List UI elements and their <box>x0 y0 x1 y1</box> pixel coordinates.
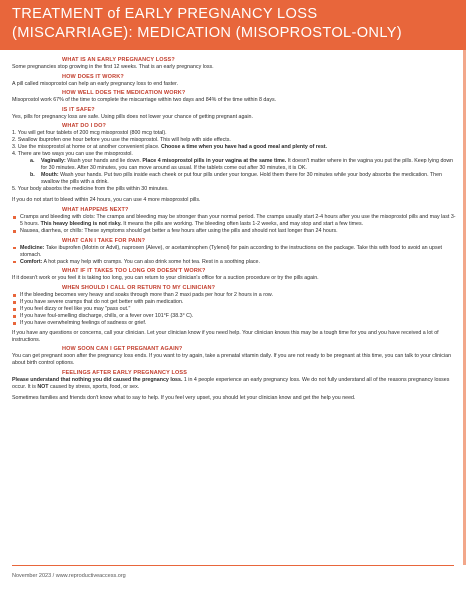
section-text: A pill called misoprostol can help an early pregnancy loss to end faster. <box>12 80 179 87</box>
step-4a-marker: a. <box>30 158 35 165</box>
step-4a-text-2: It doesn't matter where in the vagina you put the pills. Keep lying down for 30 minutes. After 30 minutes, you can move around as usual. If the tablets come out after 30 minutes, it is OK. <box>41 158 454 172</box>
section-text: If it doesn't work or you feel it is taking too long, you can return to your clinician's office for a suction procedure or try the pills again. <box>12 275 319 282</box>
list-item-text: A hot pack may help with cramps. You can also drink some hot tea. Rest in a soothing place. <box>42 258 260 265</box>
section-heading: WHAT DO I DO? <box>62 123 107 130</box>
section-heading: HOW WELL DOES THE MEDICATION WORK? <box>62 90 186 97</box>
section-how-work <box>12 74 456 88</box>
list-item-bold: This heavy bleeding is not risky. <box>40 220 122 227</box>
step-4a-text: Wash your hands and lie down. <box>65 158 143 165</box>
list-item <box>12 259 456 266</box>
section-heading: WHAT HAPPENS NEXT? <box>62 206 129 213</box>
section-text <box>12 377 456 391</box>
list-item-text: Take ibuprofen (Motrin or Advil), naproxen (Aleve), or acetaminophen (Tylenol) for pain according to the instructions on the package. Take this with food to avoid an upset stomach. <box>20 244 443 258</box>
section-text-part: 1 in 4 people experience an early pregnancy loss. We do not fully understand all of the reasons pregnancy losses occur. It is <box>12 376 450 390</box>
section-heading: WHAT IS AN EARLY PREGNANCY LOSS? <box>62 57 175 63</box>
section-call <box>12 285 456 344</box>
section-safe <box>12 107 456 121</box>
step-3 <box>12 144 456 151</box>
list-item-label: Medicine: <box>20 244 45 251</box>
section-pregnant <box>12 346 456 367</box>
section-heading: HOW DOES IT WORK? <box>62 73 124 80</box>
step-4b-label: Mouth: <box>41 172 59 179</box>
section-feelings <box>12 370 456 402</box>
section-take <box>12 238 456 266</box>
step-4b-text: Wash your hands. Put two pills inside each cheek or put four pills under your tongue. Hold them there for 30 minutes while your body absorbs the medication. Then swallow the pills with a drink. <box>41 172 443 186</box>
section-text-part-2: caused by stress, sports, food, or sex. <box>48 383 140 390</box>
list-item: Nausea, diarrhea, or chills: These symptoms should get better a few hours after using the pills and should not last longer than 24 hours. <box>12 228 456 235</box>
step-3-bold: Choose a time when you have had a good meal and plenty of rest. <box>161 144 328 151</box>
section-how-well <box>12 90 456 104</box>
list-item: If you have severe cramps that do not get better with pain medication. <box>12 299 456 306</box>
footer-divider <box>12 565 454 566</box>
list-item-label: Comfort: <box>20 258 43 265</box>
section-what-is <box>12 57 456 71</box>
step-1: 1. You will get four tablets of 200 mcg misoprostol (800 mcg total). <box>12 130 167 137</box>
step-5: 5. Your body absorbs the medicine from the pills within 30 minutes. <box>12 186 169 193</box>
list-item <box>12 245 456 259</box>
list-item: If you have overwhelming feelings of sadness or grief. <box>12 320 456 327</box>
step-4a <box>30 158 456 172</box>
step-4a-label: Vaginally: <box>41 158 66 165</box>
steps-list <box>12 130 456 193</box>
step-4b-body <box>41 172 456 186</box>
document-body <box>12 57 456 405</box>
step-3-text: 3. Use the misoprostol at home or at another convenient place. <box>12 144 161 151</box>
section-text-not: NOT <box>37 383 49 390</box>
section-heading: IS IT SAFE? <box>62 106 95 113</box>
section-text: Yes, pills for pregnancy loss are safe. Using pills does not lower your chance of getting pregnant again. <box>12 113 253 120</box>
header-banner <box>0 0 466 50</box>
section-heading: HOW SOON CAN I GET PREGNANT AGAIN? <box>62 346 183 353</box>
list-item: If the bleeding becomes very heavy and soaks through more than 2 maxi pads per hour for 2 hours in a row. <box>12 292 456 299</box>
call-list <box>12 292 456 327</box>
section-happens <box>12 207 456 235</box>
step-4b-marker: b. <box>30 172 35 179</box>
section-text-2: Sometimes families and friends don't know what to say to help. If you feel very upset, you should let your clinician know and get the help you need. <box>12 394 356 401</box>
page-title-line-1: TREATMENT of EARLY PREGNANCY LOSS <box>12 6 318 22</box>
step-4: 4. There are two ways you can use the misoprostol. <box>12 151 133 158</box>
list-item: If you feel dizzy or feel like you may "pass out." <box>12 306 456 313</box>
step-4a-bold: Place 4 misoprostol pills in your vagina at the same time. <box>142 158 287 165</box>
step-4b <box>30 172 456 186</box>
section-text: Some pregnancies stop growing in the first 12 weeks. That is an early pregnancy loss. <box>12 64 214 70</box>
list-item-text: Cramps and bleeding with clots: The cramps and bleeding may be stronger than your normal period. The cramps usually start 2-4 hours after you use the misoprostol pills and may last 3-5 hours. <box>20 213 456 227</box>
section-text: If you do not start to bleed within 24 hours, you can use 4 more misoprostol pills. <box>12 197 201 204</box>
section-heading: WHAT IF IT TAKES TOO LONG OR DOESN'T WORK? <box>62 268 206 275</box>
section-heading: WHAT CAN I TAKE FOR PAIN? <box>62 237 146 244</box>
section-heading: WHEN SHOULD I CALL OR RETURN TO MY CLINICIAN? <box>62 284 216 291</box>
page-title-line-2: (MISCARRIAGE): MEDICATION (MISOPROSTOL-ONLY) <box>12 25 402 41</box>
section-what-do <box>12 123 456 204</box>
section-text: Misoprostol work 67% of the time to complete the miscarriage within two days and 84% of the time within 8 days. <box>12 97 277 104</box>
step-4a-body <box>41 158 456 172</box>
happens-list <box>12 214 456 235</box>
section-text: You can get pregnant soon after the pregnancy loss ends. If you want to try again, take a prenatal vitamin daily. If you are not ready to be pregnant at this time, you can talk to your clinician about birth control options. <box>12 353 452 367</box>
list-item: If you have foul-smelling discharge, chills, or a fever over 101°F (38.3° C). <box>12 313 456 320</box>
list-item-text-2: It means the pills are working. The bleeding often lasts 1-2 weeks, and may stop and start a few times. <box>121 220 364 227</box>
footer-text: November 2023 / www.reproductiveaccess.org <box>12 573 126 579</box>
list-item <box>12 214 456 228</box>
take-list <box>12 245 456 266</box>
section-text: If you have any questions or concerns, call your clinician. Let your clinician know if you need help. Your clinician knows this may be a tough time for you and you have received a lot of instructions. <box>12 329 439 343</box>
section-text-bold: Please understand that nothing you did caused the pregnancy loss. <box>12 376 183 383</box>
section-heading: FEELINGS AFTER EARLY PREGNANCY LOSS <box>62 369 188 376</box>
step-2: 2. Swallow ibuprofen one hour before you use the misoprostol. This will help with side effects. <box>12 137 231 144</box>
section-doesnt-work <box>12 268 456 282</box>
